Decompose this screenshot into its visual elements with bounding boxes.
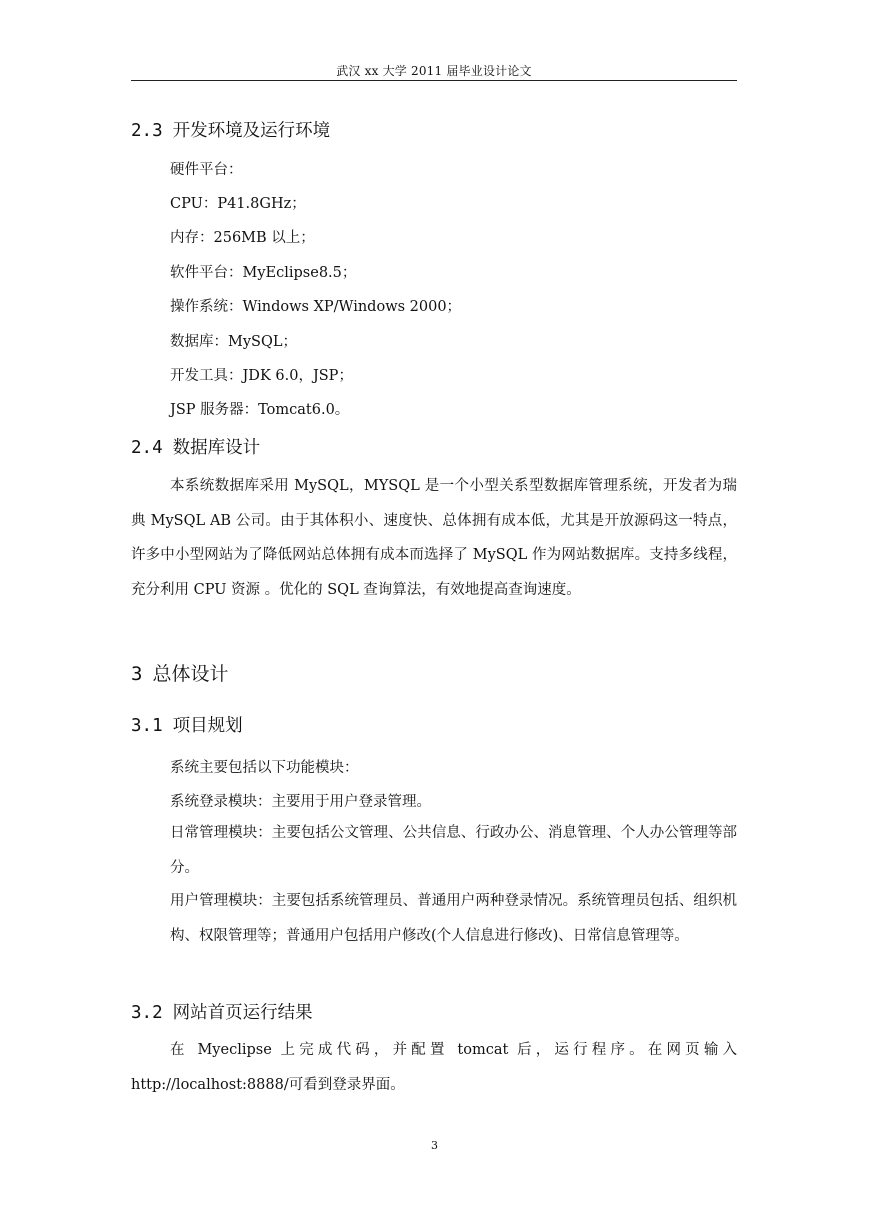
env-line-memory: 内存：256MB 以上； xyxy=(170,230,315,246)
chapter-title: 总体设计 xyxy=(152,663,229,685)
homepage-paragraph: 在 Myeclipse 上完成代码，并配置 tomcat 后，运行程序。在网页输入 http://localhost:8888/可看到登录界面。 xyxy=(131,1042,737,1093)
module-daily: 日常管理模块：主要包括公文管理、公共信息、行政办公、消息管理、个人办公管理等部分。 xyxy=(170,825,737,876)
env-line-hardware: 硬件平台： xyxy=(170,162,243,178)
section-title: 开发环境及运行环境 xyxy=(172,121,331,141)
section-title: 项目规划 xyxy=(172,716,243,736)
section-heading-3-1 xyxy=(131,712,243,737)
module-user: 用户管理模块：主要包括系统管理员、普通用户两种登录情况。系统管理员包括、组织机构、权限管理等；普通用户包括用户修改(个人信息进行修改)、日常信息管理等。 xyxy=(170,893,737,944)
running-header: 武汉 xx 大学 2011 届毕业设计论文 xyxy=(336,64,532,78)
section-number: 2.3 xyxy=(131,121,163,141)
env-line-cpu: CPU：P41.8GHz； xyxy=(170,196,306,212)
env-line-os: 操作系统：Windows XP/Windows 2000； xyxy=(170,299,462,315)
section-title: 网站首页运行结果 xyxy=(172,1003,313,1023)
section-heading-3-2 xyxy=(131,999,313,1024)
module-login: 系统登录模块：主要用于用户登录管理。 xyxy=(170,794,431,810)
section-heading-2-3 xyxy=(131,117,330,142)
env-line-server: JSP 服务器：Tomcat6.0。 xyxy=(170,402,350,418)
section-number: 3.2 xyxy=(131,1003,163,1023)
page-number: 3 xyxy=(431,1139,438,1152)
header-rule xyxy=(131,80,737,81)
modules-intro: 系统主要包括以下功能模块： xyxy=(170,760,359,776)
database-paragraph: 本系统数据库采用 MySQL，MYSQL 是一个小型关系型数据库管理系统，开发者为瑞典 MySQL AB 公司。由于其体积小、速度快、总体拥有成本低，尤其是开放源码这一特点，许多中小型网站为了降低网站总体拥有成本而选择了 MySQL 作为网站数据库。支持多线程，充分利用 CPU 资源 。优化的 SQL 查询算法，有效地提高查询速度。 xyxy=(131,478,737,598)
chapter-number: 3 xyxy=(131,663,143,685)
env-line-devtools: 开发工具：JDK 6.0，JSP； xyxy=(170,368,353,384)
section-title: 数据库设计 xyxy=(172,438,261,458)
section-heading-2-4 xyxy=(131,434,260,459)
section-number: 3.1 xyxy=(131,716,163,736)
chapter-heading-3 xyxy=(131,659,228,686)
env-line-database: 数据库：MySQL； xyxy=(170,334,297,350)
env-line-software: 软件平台：MyEclipse8.5； xyxy=(170,265,357,281)
section-number: 2.4 xyxy=(131,438,163,458)
